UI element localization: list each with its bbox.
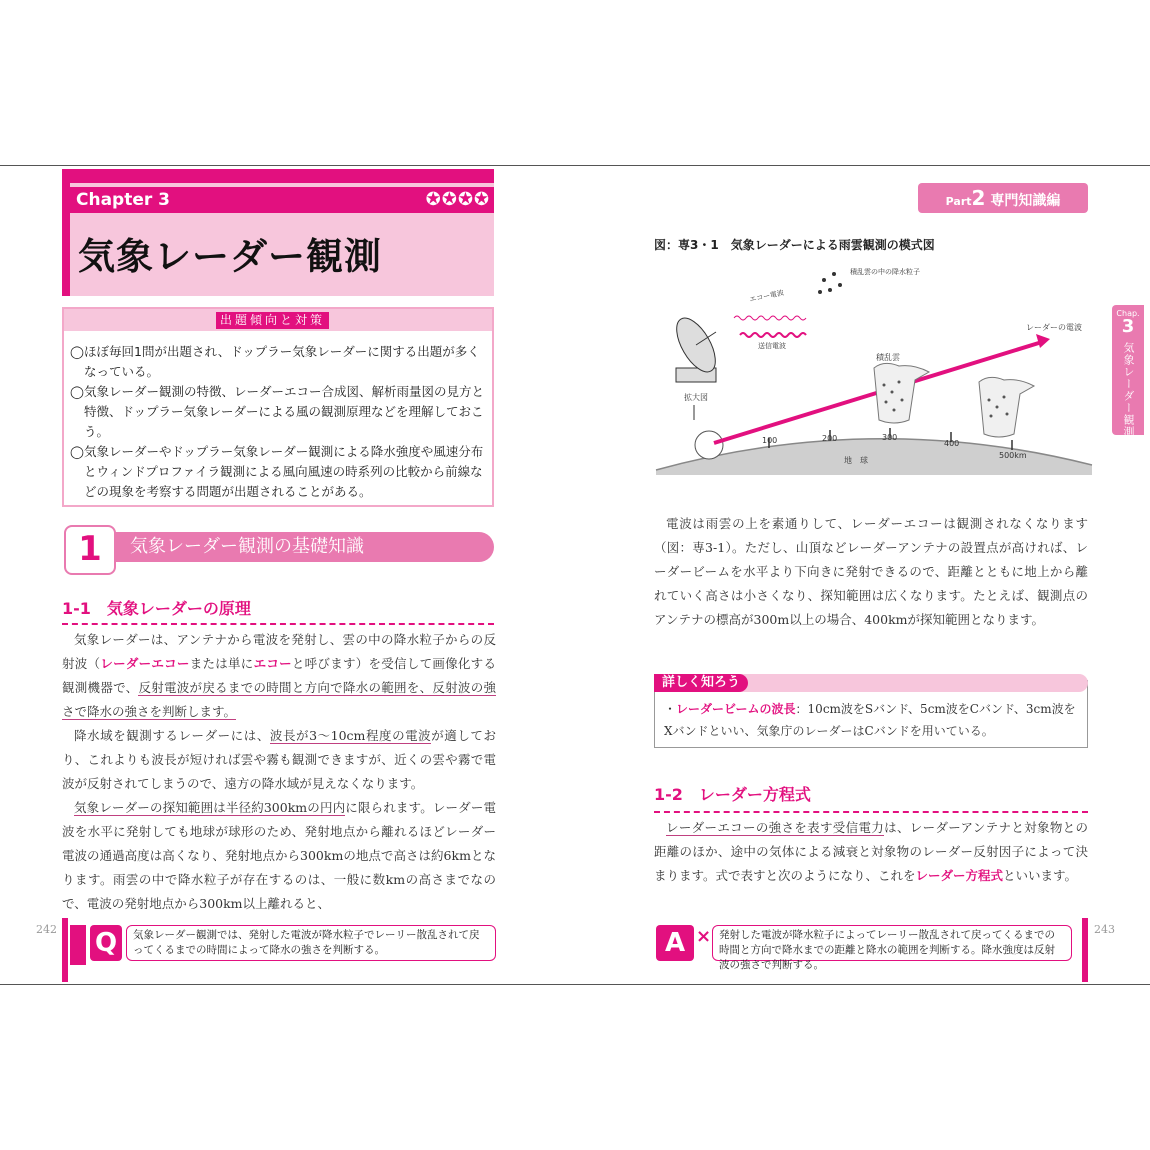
- chapter-label: [70, 187, 494, 213]
- paragraph: [62, 628, 496, 724]
- keyword: レーダー方程式: [915, 868, 1004, 883]
- text-run: 降水域を観測するレーダーには、: [74, 728, 270, 743]
- detail-tag: 詳しく知ろう: [654, 674, 748, 692]
- zoom-circle: [695, 431, 723, 459]
- underlined-text: 波長が3～10cm程度の電波: [269, 728, 432, 743]
- subsection-heading-1-1: 1-1 気象レーダーの原理: [62, 596, 494, 625]
- underlined-text: 反射電波が戻るまでの時間と方向で降水の範囲を、反射波の強さで降水の強さを判断します。: [62, 680, 496, 719]
- beam-label: レーダーの電波: [1026, 323, 1082, 332]
- underlined-text: レーダーエコーの強さを表す受信電力: [666, 820, 885, 835]
- side-tab-chap: Chap.: [1116, 309, 1140, 318]
- figure-title: 図：専3・1 気象レーダーによる雨雲観測の模式図: [654, 238, 935, 252]
- side-tab-number: 3: [1121, 316, 1135, 337]
- paragraph: [62, 724, 496, 796]
- cumulonimbus-cloud: [874, 363, 929, 423]
- particles-label: 積乱雲の中の降水粒子: [850, 268, 920, 276]
- cumulonimbus-cloud-far: [979, 377, 1034, 437]
- right-paragraph-1: 電波は雨雲の上を素通りして、レーダーエコーは観測されなくなります（図：専3-1）。ただし、山頂などレーダーアンテナの設置点が高ければ、レーダービームを水平より下向きに発射できるので、距離とともに地上から離れていく高さは小さくなり、探知範囲は広くなります。たとえば、観測点のアンテナの標高が300m以上の場合、400kmが探知範囲となります。: [654, 516, 1088, 627]
- cloud-label: 積乱雲: [876, 353, 900, 362]
- chapter-side-tab: [1112, 305, 1144, 438]
- echo-label: エコー電波: [748, 288, 785, 304]
- part-tab-title: 専門知識編: [990, 193, 1061, 209]
- tick-label-300: 300: [882, 433, 898, 442]
- page-number-left: 242: [36, 923, 57, 936]
- detail-text: [664, 698, 1084, 742]
- part-tab-number: 2: [971, 186, 986, 210]
- difficulty-stars-icon: ✪✪✪✪: [425, 189, 490, 210]
- trend-item: ◯ほぼ毎回1問が出題され、ドップラー気象レーダーに関する出題が多くなっている。: [70, 344, 480, 379]
- earth-label: 地 球: [844, 456, 868, 465]
- part-tab: [918, 183, 1088, 213]
- cross-mark-icon: ×: [696, 926, 712, 947]
- section-title: [100, 532, 494, 562]
- text-run: または単に: [189, 656, 254, 671]
- text-run: といいます。: [1003, 868, 1078, 883]
- radar-dish-icon: [669, 312, 723, 382]
- text-run: と呼びます）を受信して画像化する観測機器で、: [62, 656, 496, 695]
- keyword: レーダーエコー: [100, 656, 190, 671]
- left-margin-bar: [62, 918, 68, 982]
- chapter-label-text: Chapter 3: [76, 190, 171, 210]
- q-icon: Q: [90, 925, 122, 961]
- text-run: が適しており、これよりも波長が短ければ雲や霧も観測できますが、近くの雲や霧で電波が反射されてしまうので、遠方の降水域が見えなくなります。: [62, 728, 496, 791]
- trend-item: ◯気象レーダーやドップラー気象レーダー観測による降水強度や風速分布とウィンドプロファイラ観測による風向風速の時系列の比較から前線などの現象を考察する問題が出題されることがある。: [70, 444, 484, 499]
- right-margin-bar: [1082, 918, 1088, 982]
- q-text: 気象レーダー観測では、発射した電波が降水粒子でレーリー散乱されて戻ってくるまでの時間によって降水の強さを判断する。: [126, 925, 496, 961]
- detail-keyword: レーダービームの波長: [676, 702, 796, 716]
- text-run: 気象レーダーは、アンテナから電波を発射し、雲の中の降水粒子からの反射波（: [62, 632, 496, 671]
- underlined-text: 気象レーダーの探知範囲は半径約300kmの円内: [74, 800, 346, 815]
- right-paragraph-2: [654, 816, 1088, 888]
- keyword: エコー: [253, 656, 292, 671]
- subsection-heading-1-2: 1-2 レーダー方程式: [654, 782, 1088, 813]
- part-tab-label: Part: [945, 195, 972, 208]
- chapter-title: 気象レーダー観測: [78, 235, 382, 278]
- section-number: 1: [64, 525, 116, 575]
- trend-item: ◯気象レーダー観測の特徴、レーダーエコー合成図、解析雨量図の見方と特徴、ドップラー気象レーダーによる風の観測原理などを理解しておこう。: [70, 384, 484, 439]
- zoom-label: 拡大図: [684, 393, 708, 402]
- tx-label: 送信電波: [758, 342, 786, 350]
- left-body-text: [62, 628, 496, 916]
- echo-wave: [734, 316, 806, 320]
- section-title-text: 気象レーダー観測の基礎知識: [130, 536, 364, 557]
- q-side-bar: [70, 925, 86, 965]
- text-run: に限られます。レーダー電波を水平に発射しても地球が球形のため、発射地点から離れるほどレーダー電波の通過高度は高くなり、発射地点から300kmの地点で高さは約6kmとなります。雨雲の中で降水粒子が存在するのは、一般に数kmの高さまでなので、電波の発射地点から300km以上離れると、: [62, 800, 496, 911]
- trend-box-body: [70, 342, 490, 502]
- a-icon: A: [656, 925, 694, 961]
- a-text: 発射した電波が降水粒子によってレーリー散乱されて戻ってくるまでの時間と方向で降水までの距離と降水の範囲を判断する。降水強度は反射波の強さで判断する。: [712, 925, 1072, 961]
- precipitation-particles-icon: [818, 272, 842, 294]
- text-run: は、レーダーアンテナと対象物との距離のほか、途中の気体による減衰と対象物のレーダー反射因子によって決まります。式で表すと次のようになり、これを: [654, 820, 1088, 883]
- bullet-icon: ・: [664, 702, 677, 716]
- trend-box-tag: 出題傾向と対策: [216, 312, 329, 329]
- side-tab-title: 気象レーダー観測: [1122, 342, 1135, 438]
- beam-arrowhead: [1036, 334, 1050, 348]
- tx-wave: [740, 333, 806, 337]
- radar-diagram: [654, 260, 1094, 475]
- tick-label-500: 500km: [999, 451, 1027, 460]
- paragraph: [62, 796, 496, 916]
- page-number-right: 243: [1094, 923, 1115, 936]
- detail-body: ：10cm波をSバンド、5cm波をCバンド、3cm波をXバンドといい、気象庁のレーダーはCバンドを用いている。: [664, 702, 1076, 738]
- chapter-header-strip: [62, 169, 494, 183]
- tick-label-400: 400: [944, 439, 960, 448]
- tick-label-100: 100: [762, 436, 778, 445]
- tick-label-200: 200: [822, 434, 838, 443]
